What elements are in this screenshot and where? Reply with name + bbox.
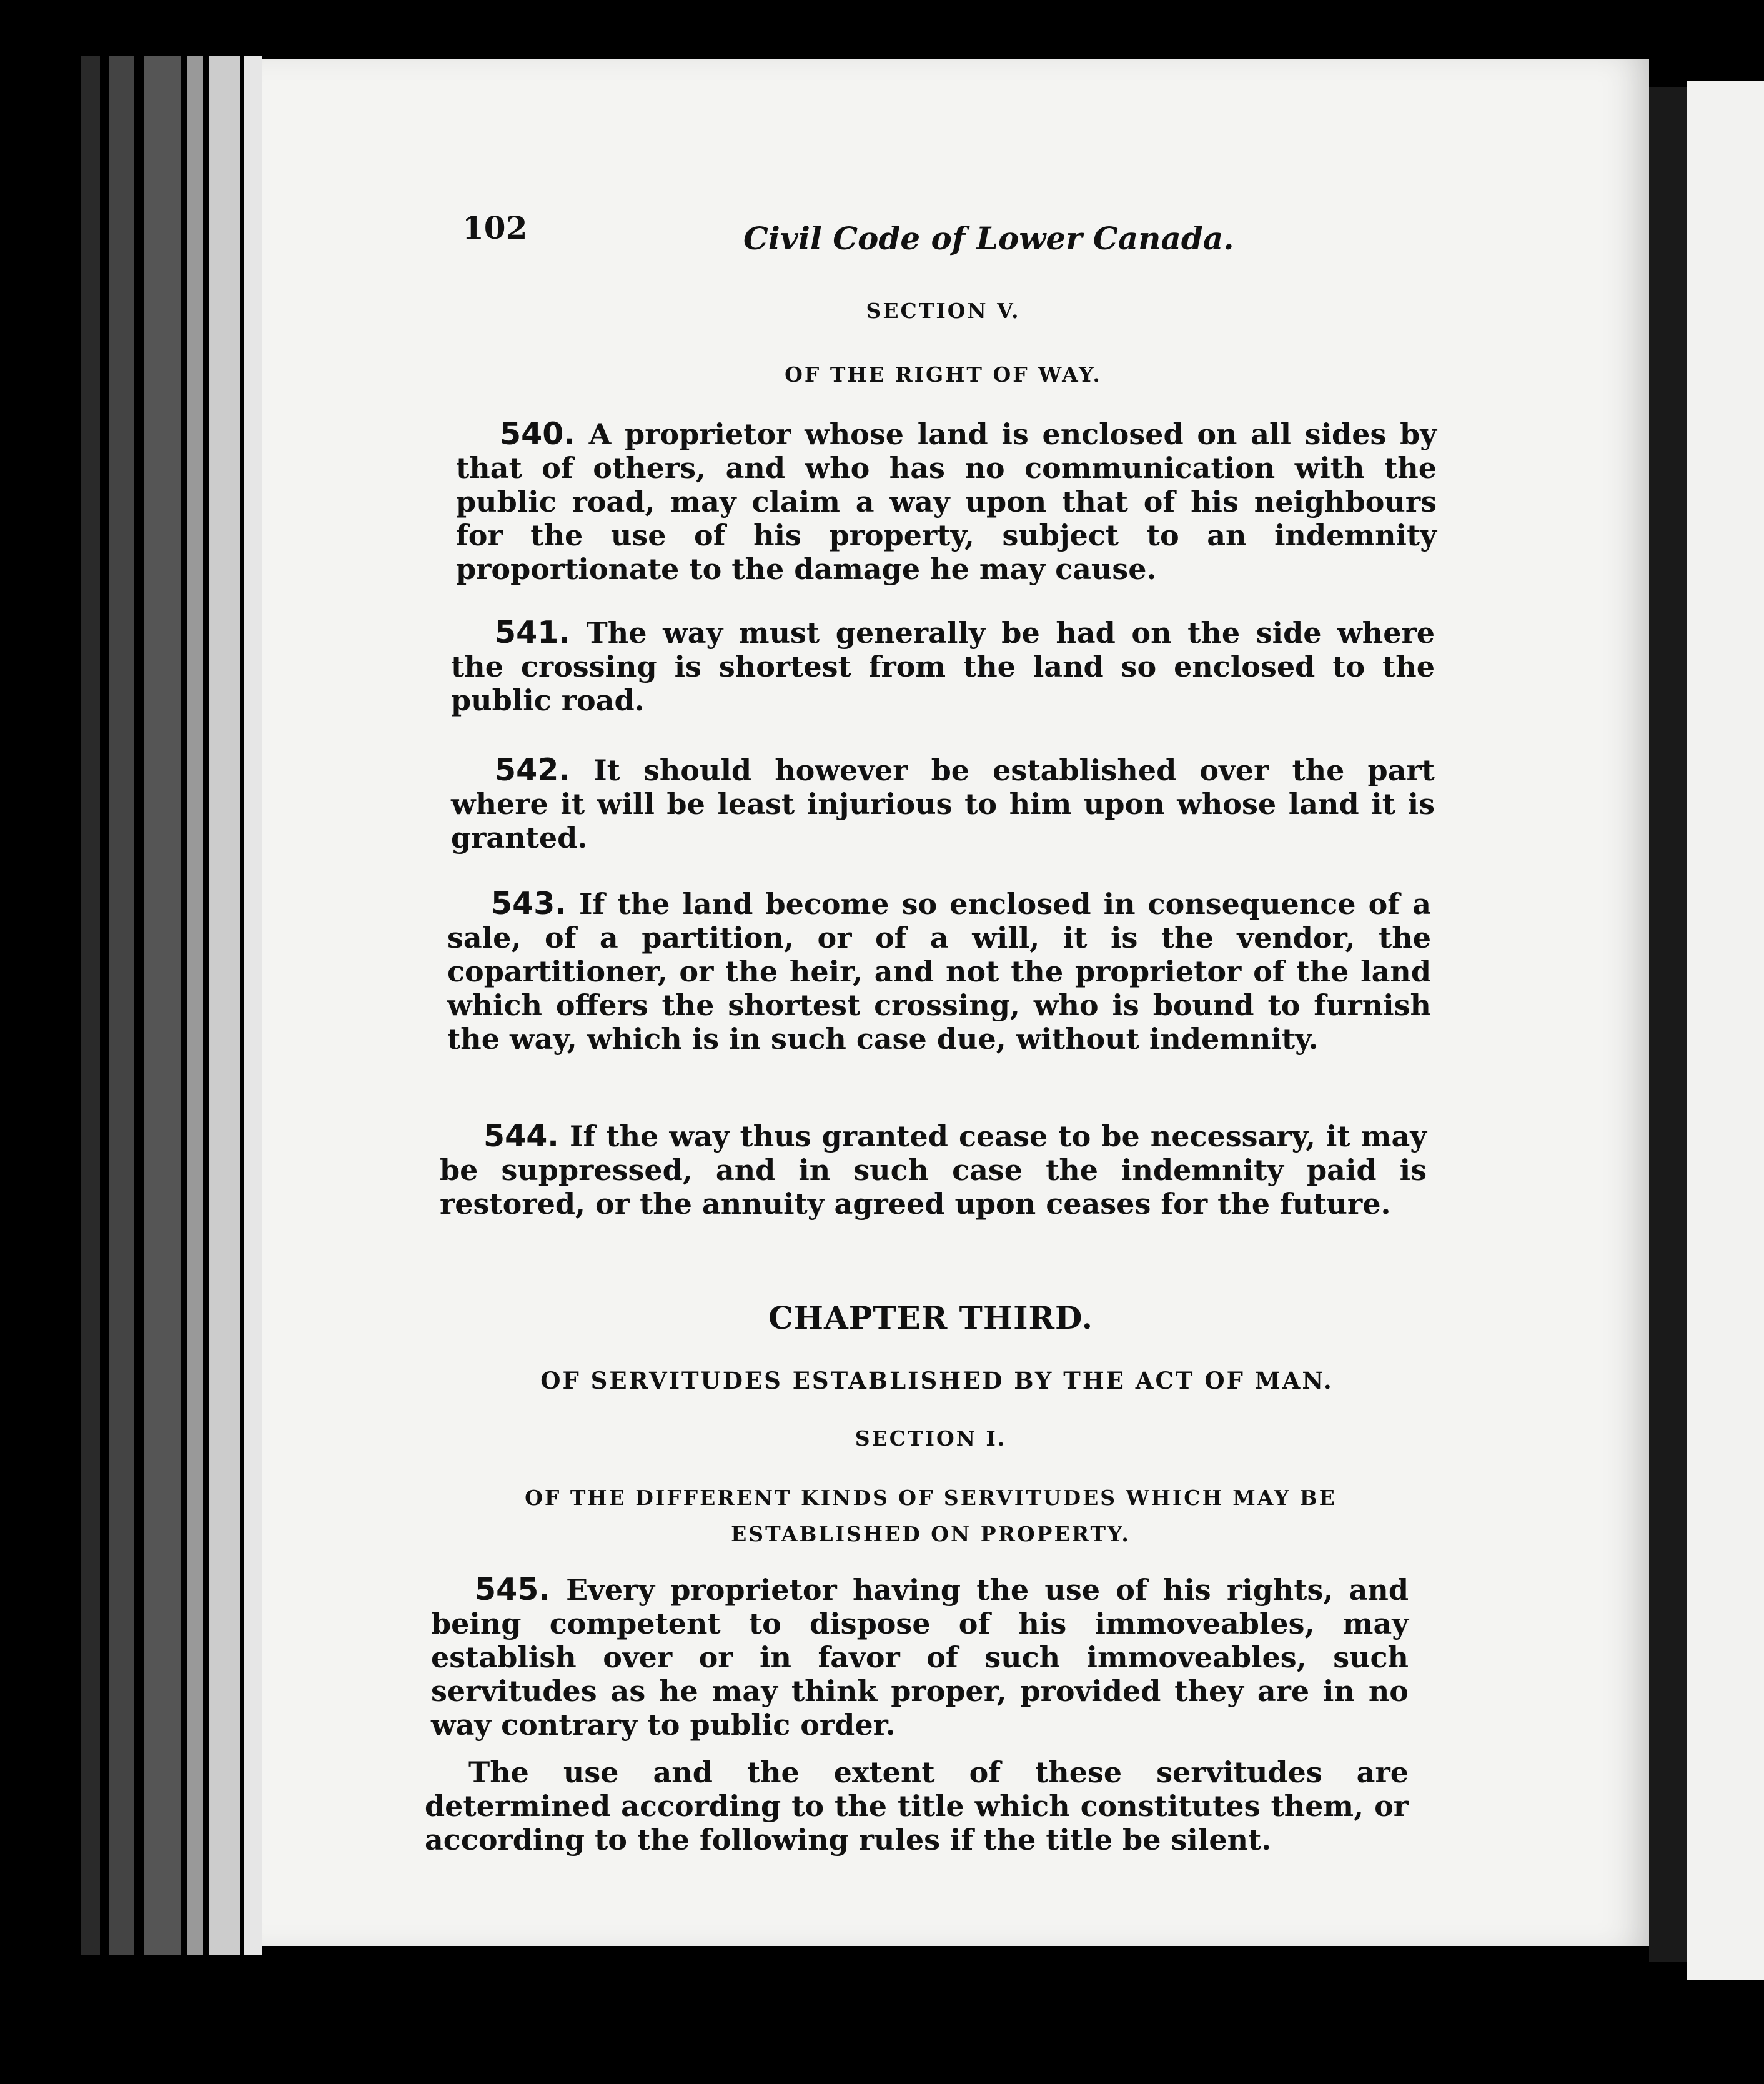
- article-text: Every proprietor having the use of his rights, and being competent to dispose of his immoveables, may establish over or in favor of such immoveables, such servitudes as he may think proper, provided they are in no way contrary to public order.: [431, 1573, 1409, 1742]
- page-number: 102: [462, 209, 528, 246]
- article-541: [451, 616, 1435, 717]
- article-number: 542.: [495, 752, 570, 788]
- article-545-continuation: The use and the extent of these servitudes are determined according to the title which constitutes them, or according to the following rules if the title be silent.: [425, 1755, 1409, 1857]
- section-title-line1: OF THE DIFFERENT KINDS OF SERVITUDES WHICH MAY BE: [525, 1486, 1337, 1510]
- book-edge: [81, 56, 100, 1955]
- article-text: If the way thus granted cease to be necessary, it may be suppressed, and in such case the indemnity paid is restored, or the annuity agreed upon ceases for the future.: [440, 1119, 1427, 1221]
- article-number: 544.: [483, 1118, 559, 1154]
- article-543: [447, 887, 1431, 1056]
- article-545: [431, 1573, 1409, 1742]
- book-edge: [187, 56, 203, 1955]
- book-edge: [209, 56, 240, 1955]
- article-text: It should however be established over the part where it will be least injurious to him upon whose land it is granted.: [451, 753, 1435, 855]
- article-number: 545.: [475, 1572, 550, 1607]
- book-edge: [144, 56, 181, 1955]
- book-edge: [244, 56, 262, 1955]
- article-number: 540.: [500, 416, 575, 452]
- article-540: [456, 417, 1437, 586]
- gutter-shadow: [1649, 87, 1687, 1962]
- section-label: SECTION I.: [855, 1426, 1007, 1451]
- chapter-title: CHAPTER THIRD.: [768, 1299, 1094, 1336]
- article-number: 541.: [495, 615, 570, 650]
- section-title-line2: ESTABLISHED ON PROPERTY.: [731, 1522, 1131, 1546]
- chapter-subtitle: OF SERVITUDES ESTABLISHED BY THE ACT OF MAN.: [540, 1367, 1334, 1394]
- running-title: Civil Code of Lower Canada.: [743, 220, 1234, 257]
- article-542: [451, 753, 1435, 855]
- article-text: The way must generally be had on the side where the crossing is shortest from the land so enclosed to the public road.: [451, 616, 1435, 717]
- article-number: 543.: [491, 886, 567, 921]
- section-title: OF THE RIGHT OF WAY.: [785, 362, 1102, 387]
- article-544: [440, 1119, 1427, 1221]
- article-text: If the land become so enclosed in consequence of a sale, of a partition, or of a will, it is the vendor, the copartitioner, or the heir, and not the proprietor of the land which offers the shortest crossing, who is bound to furnish the way, which is in such case due, without indemnity.: [447, 887, 1432, 1056]
- book-edge: [109, 56, 134, 1955]
- article-text: A proprietor whose land is enclosed on all sides by that of others, and who has no communication with the public road, may claim a way upon that of his neighbours for the use of his property, subject to an indemnity proportionate to the damage he may cause.: [456, 417, 1437, 586]
- facing-page-edge: [1687, 81, 1764, 1980]
- section-label: SECTION V.: [866, 299, 1021, 323]
